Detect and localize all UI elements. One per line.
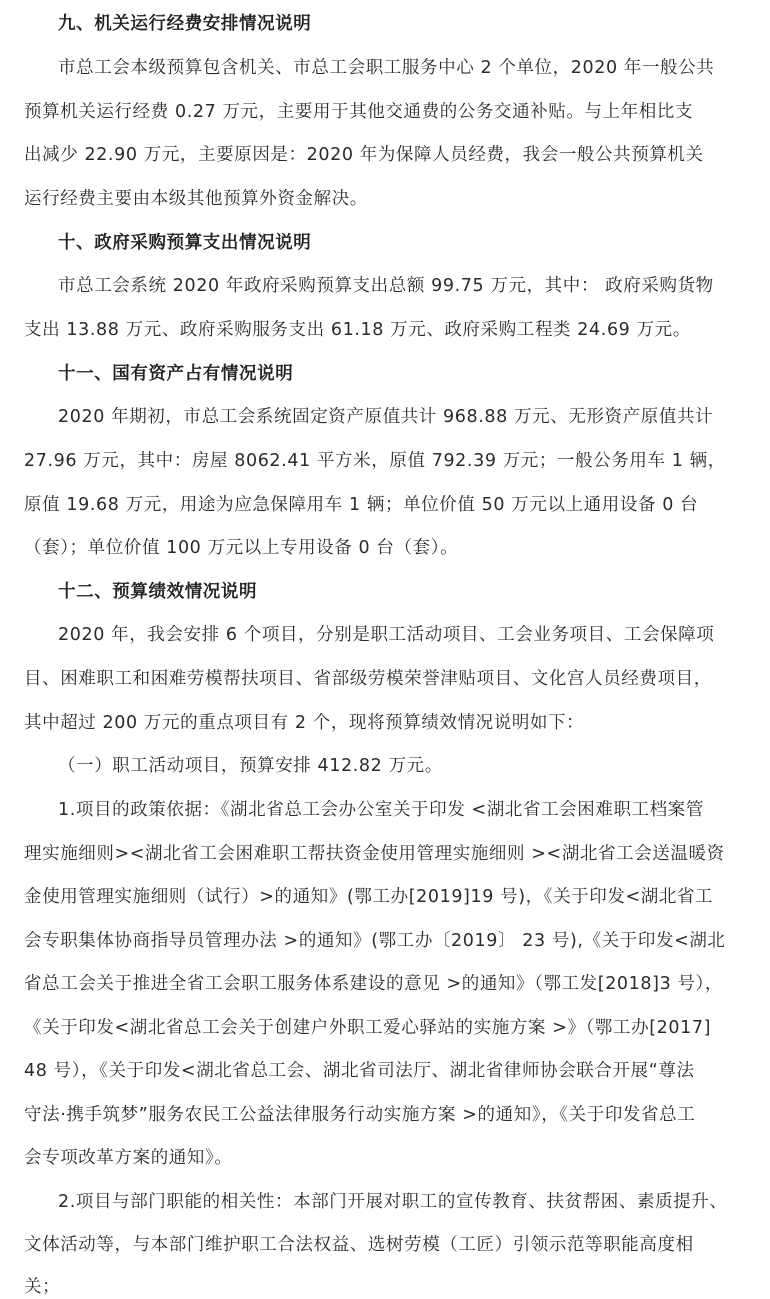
paragraph-line: 预算机关运行经费 0.27 万元，主要用于其他交通费的公务交通补贴。与上年相比支 <box>24 102 694 122</box>
policy-basis-line: 会专职集体协商指导员管理办法 >的通知》(鄂工办〔2019〕 23 号),《关于印发<湖北 <box>24 931 726 951</box>
paragraph-line: 2020 年期初，市总工会系统固定资产原值共计 968.88 万元、无形资产原值共计 <box>58 407 714 427</box>
paragraph-line: 其中超过 200 万元的重点项目有 2 个，现将预算绩效情况说明如下： <box>24 713 585 733</box>
paragraph-line: 27.96 万元，其中：房屋 8062.41 平方米，原值 792.39 万元；一般公务用车 1 辆， <box>24 451 726 471</box>
policy-basis-line: 48 号），《关于印发<湖北省总工会、湖北省司法厅、湖北省律师协会联合开展“尊法 <box>24 1061 695 1081</box>
policy-basis-line: 省总工会关于推进全省工会职工服务体系建设的意见 >的通知》（鄂工发[2018]3 号）， <box>24 974 724 994</box>
paragraph-line: 2020 年，我会安排 6 个项目，分别是职工活动项目、工会业务项目、工会保障项 <box>58 625 715 645</box>
paragraph-line: 运行经费主要由本级其他预算外资金解决。 <box>24 189 368 209</box>
paragraph-line: 目、困难职工和困难劳模帮扶项目、省部级劳模荣誉津贴项目、文化宫人员经费项目， <box>24 669 712 689</box>
relevance-line: 文体活动等，与本部门维护职工合法权益、选树劳模（工匠）引领示范等职能高度相 <box>24 1235 694 1255</box>
policy-basis-line: 《关于印发<湖北省总工会关于创建户外职工爱心驿站的实施方案 >》（鄂工办[2017] <box>24 1018 712 1038</box>
paragraph-line: （套）；单位价值 100 万元以上专用设备 0 台（套）。 <box>24 538 459 558</box>
relevance-line: 关； <box>24 1277 61 1297</box>
relevance-line: 2.项目与部门职能的相关性：本部门开展对职工的宣传教育、扶贫帮困、素质提升、 <box>58 1192 728 1212</box>
paragraph-line: 市总工会系统 2020 年政府采购预算支出总额 99.75 万元，其中： 政府采购货物 <box>58 276 714 296</box>
paragraph-line: 市总工会本级预算包含机关、市总工会职工服务中心 2 个单位，2020 年一般公共 <box>58 58 715 78</box>
section-heading-9: 九、机关运行经费安排情况说明 <box>58 14 312 34</box>
policy-basis-line: 守法·携手筑梦”服务农民工公益法律服务行动实施方案 >的通知》，《关于印发省总工 <box>24 1105 696 1125</box>
paragraph-line: 支出 13.88 万元、政府采购服务支出 61.18 万元、政府采购工程类 24.69 万元。 <box>24 320 691 340</box>
section-heading-10: 十、政府采购预算支出情况说明 <box>58 233 312 253</box>
policy-basis-line: 金使用管理实施细则（试行）>的通知》(鄂工办[2019]19 号)，《关于印发<湖北省工 <box>24 887 714 907</box>
section-heading-12: 十二、预算绩效情况说明 <box>58 582 258 602</box>
policy-basis-line: 会专项改革方案的通知》。 <box>24 1148 233 1168</box>
policy-basis-line: 1.项目的政策依据：《湖北省总工会办公室关于印发 <湖北省工会困难职工档案管 <box>58 800 704 820</box>
paragraph-line: 出减少 22.90 万元，主要原因是：2020 年为保障人员经费，我会一般公共预算机关 <box>24 145 704 165</box>
paragraph-line: 原值 19.68 万元，用途为应急保障用车 1 辆；单位价值 50 万元以上通用设备 0 台 <box>24 495 699 515</box>
sub-item-title: （一）职工活动项目，预算安排 412.82 万元。 <box>58 756 443 776</box>
policy-basis-line: 理实施细则><湖北省工会困难职工帮扶资金使用管理实施细则 ><湖北省工会送温暖资 <box>24 844 725 864</box>
section-heading-11: 十一、国有资产占有情况说明 <box>58 364 294 384</box>
